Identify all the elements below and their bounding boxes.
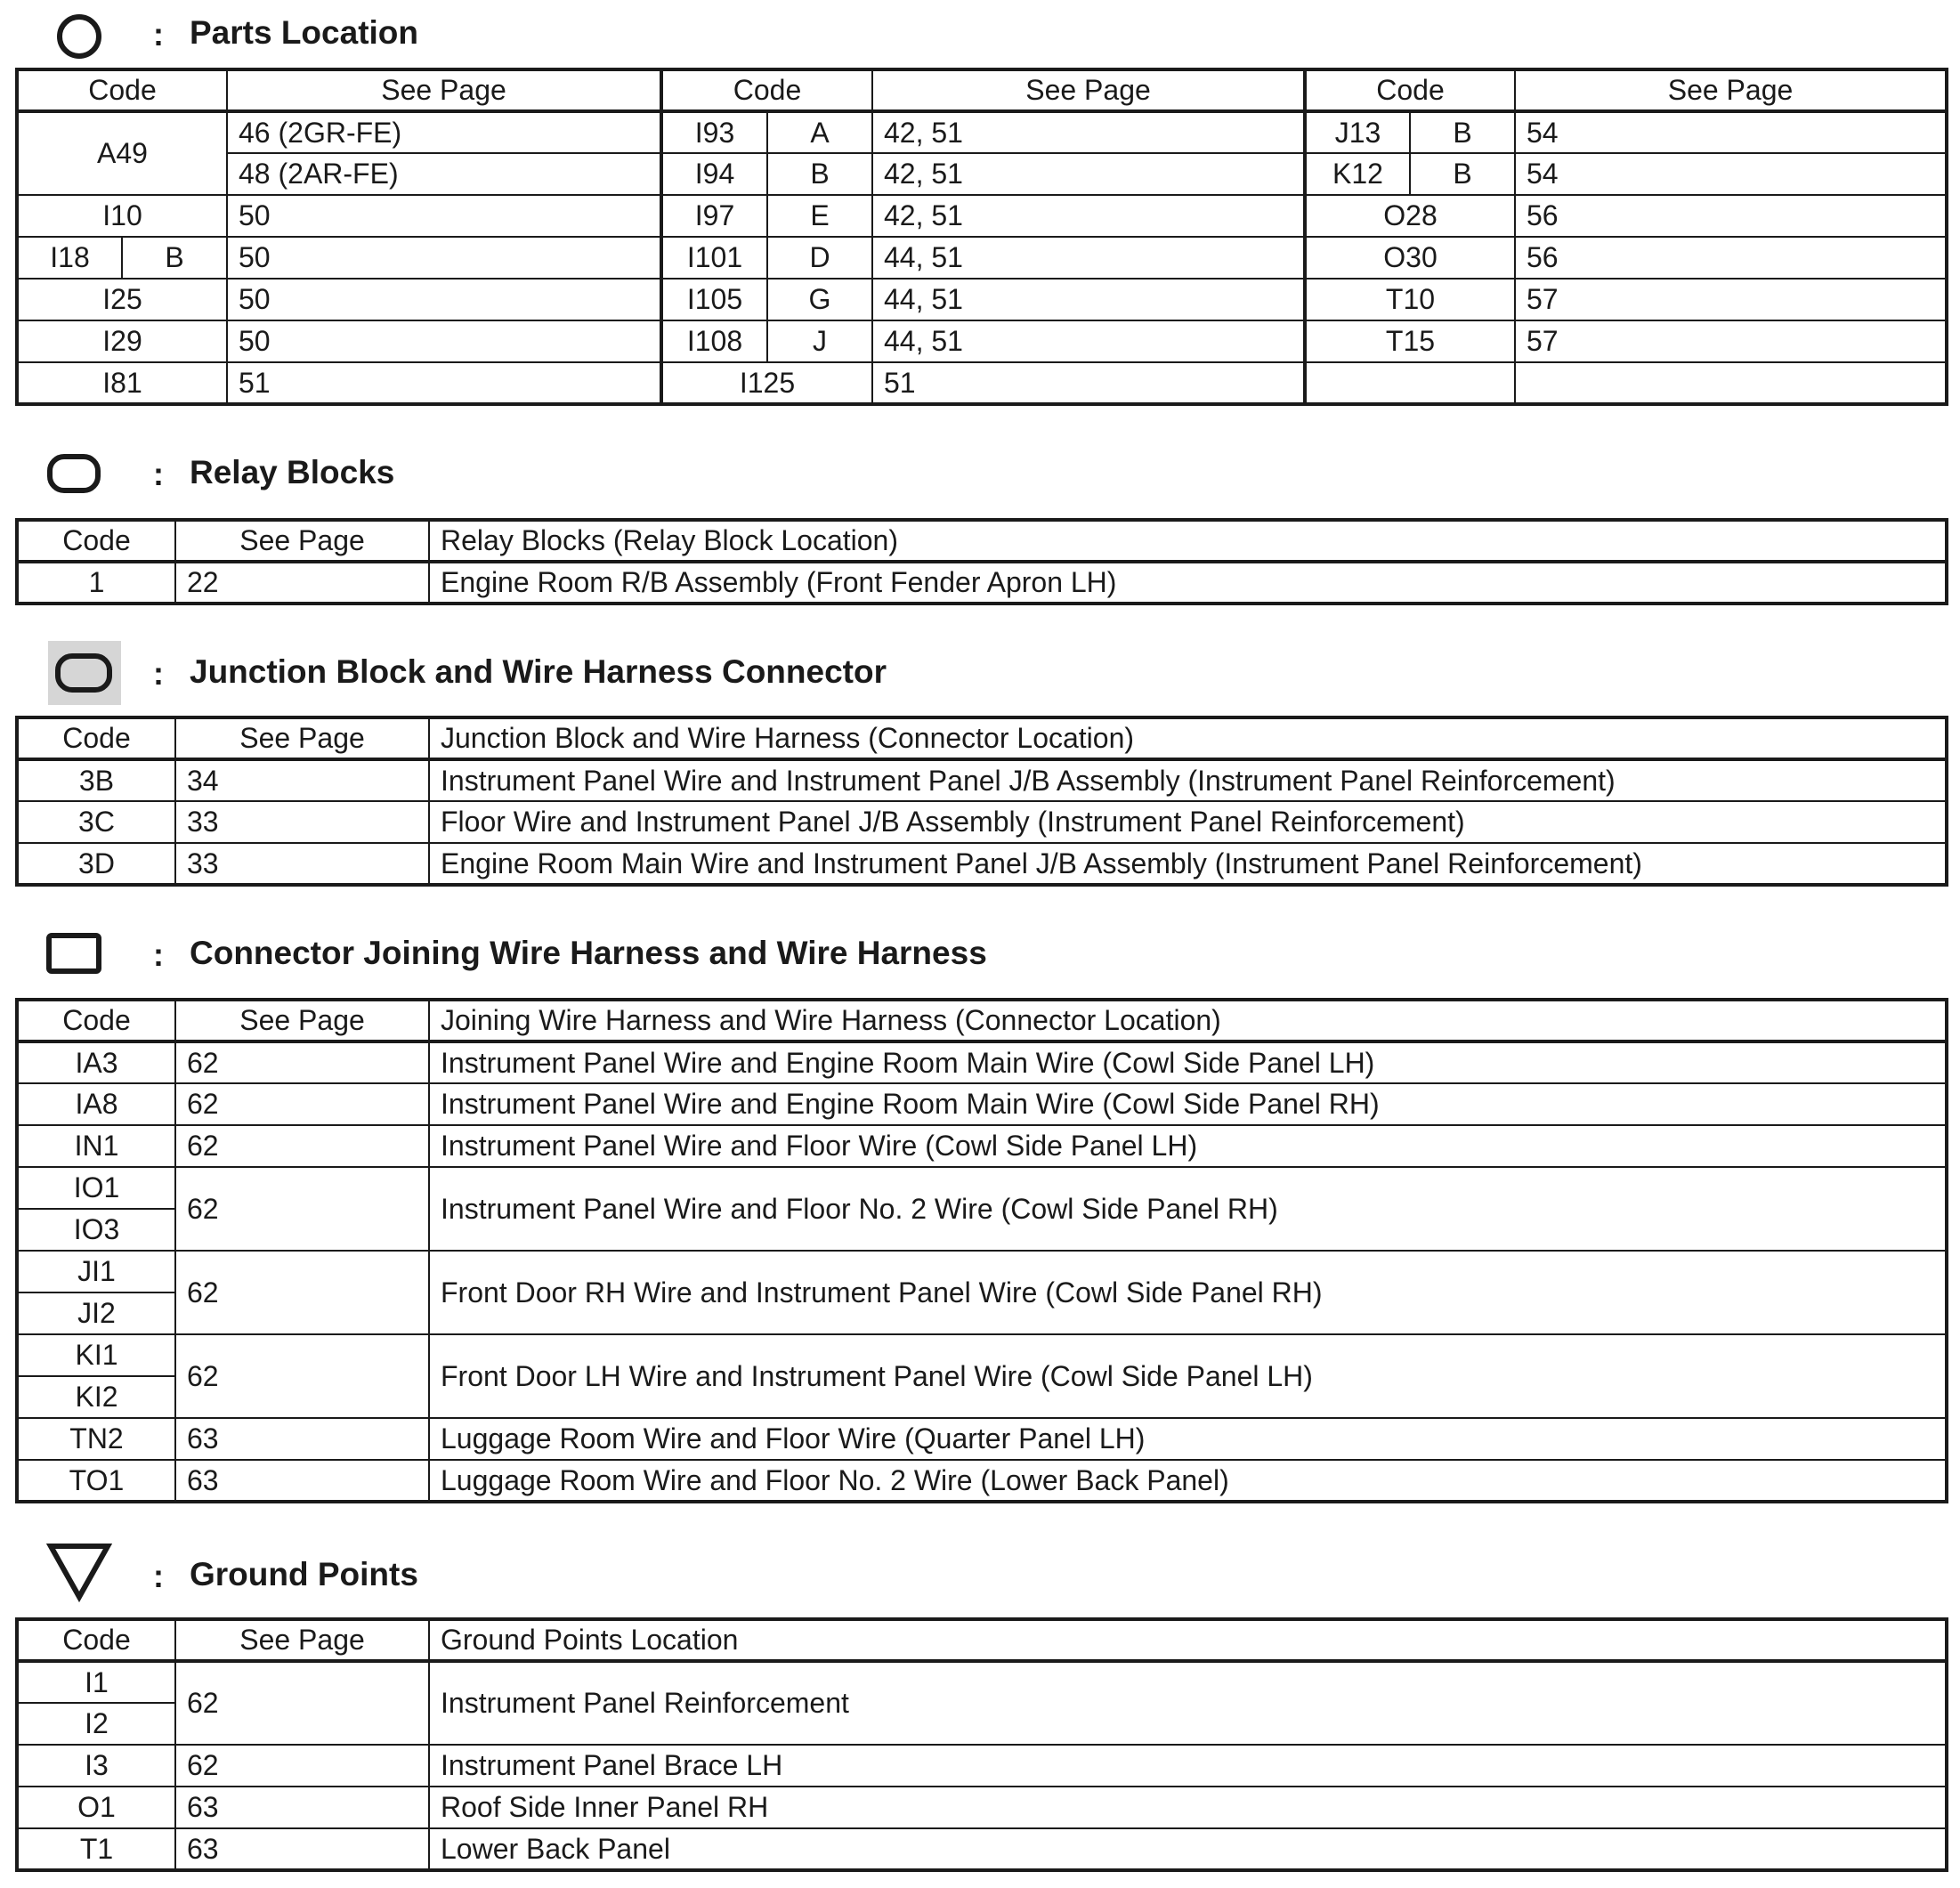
see-page-value: 56 [1515, 195, 1947, 237]
col-header-code: Code [17, 717, 175, 759]
row-code: T1 [17, 1828, 175, 1870]
see-page-value [1515, 362, 1947, 404]
section-title: Connector Joining Wire Harness and Wire Harness [190, 935, 987, 971]
location-description: Instrument Panel Wire and Floor Wire (Cowl Side Panel LH) [429, 1125, 1947, 1167]
location-description: Instrument Panel Reinforcement [429, 1661, 1947, 1745]
see-page-value: 62 [175, 1661, 429, 1745]
see-page-value: 33 [175, 801, 429, 843]
see-page-value: 50 [227, 195, 661, 237]
location-description: Lower Back Panel [429, 1828, 1947, 1870]
col-header-see-page: See Page [227, 69, 661, 111]
row-code: TO1 [17, 1460, 175, 1502]
location-description: Instrument Panel Wire and Engine Room Main Wire (Cowl Side Panel LH) [429, 1041, 1947, 1083]
part-code: I125 [661, 362, 872, 404]
see-page-value: 48 (2AR-FE) [227, 153, 661, 195]
part-code: I94 [661, 153, 767, 195]
see-page-value: 33 [175, 843, 429, 885]
row-code: 3C [17, 801, 175, 843]
part-code: I10 [17, 195, 227, 237]
col-header-see-page: See Page [175, 1619, 429, 1661]
table-row [17, 237, 1947, 279]
row-code: IO1 [17, 1167, 175, 1209]
table-header-row [17, 1619, 1947, 1661]
part-code: I81 [17, 362, 227, 404]
see-page-value: 44, 51 [872, 279, 1305, 320]
table-row [17, 153, 1947, 195]
see-page-value: 54 [1515, 111, 1947, 153]
col-header-location: Ground Points Location [429, 1619, 1947, 1661]
table-row [17, 1251, 1947, 1292]
col-header-location: Joining Wire Harness and Wire Harness (Connector Location) [429, 1000, 1947, 1041]
table-row [17, 195, 1947, 237]
see-page-value: 57 [1515, 320, 1947, 362]
part-code: I18 [17, 237, 122, 279]
table-row [17, 562, 1947, 604]
table-row [17, 320, 1947, 362]
row-code: I2 [17, 1703, 175, 1745]
part-sub-code: G [767, 279, 872, 320]
table-row [17, 1787, 1947, 1828]
part-code: J13 [1305, 111, 1410, 153]
table-row [17, 279, 1947, 320]
row-code: IO3 [17, 1209, 175, 1251]
col-header-location: Relay Blocks (Relay Block Location) [429, 520, 1947, 562]
shaded-rounded-rect-icon [48, 641, 121, 705]
see-page-value: 56 [1515, 237, 1947, 279]
section-colon: : [153, 936, 164, 973]
see-page-value: 42, 51 [872, 153, 1305, 195]
part-sub-code: A [767, 111, 872, 153]
col-header-see-page: See Page [175, 520, 429, 562]
col-header-code: Code [17, 1619, 175, 1661]
rounded-rect-icon [46, 452, 101, 497]
table-header-row [17, 717, 1947, 759]
part-code: I108 [661, 320, 767, 362]
table-row [17, 362, 1947, 404]
section-colon: : [153, 1558, 164, 1594]
row-code: KI1 [17, 1334, 175, 1376]
section-title: Junction Block and Wire Harness Connector [190, 653, 887, 690]
section-title: Parts Location [190, 14, 418, 51]
part-sub-code: B [1410, 153, 1515, 195]
row-code: KI2 [17, 1376, 175, 1418]
location-description: Front Door RH Wire and Instrument Panel Wire (Cowl Side Panel RH) [429, 1251, 1947, 1334]
see-page-value: 63 [175, 1787, 429, 1828]
see-page-value: 46 (2GR-FE) [227, 111, 661, 153]
table-header-row [17, 1000, 1947, 1041]
row-code: JI2 [17, 1292, 175, 1334]
row-code: O1 [17, 1787, 175, 1828]
row-code: 1 [17, 562, 175, 604]
see-page-value: 62 [175, 1167, 429, 1251]
table-row [17, 1460, 1947, 1502]
parts-location-table [15, 68, 1948, 406]
see-page-value: 22 [175, 562, 429, 604]
location-description: Floor Wire and Instrument Panel J/B Assembly (Instrument Panel Reinforcement) [429, 801, 1947, 843]
part-sub-code: E [767, 195, 872, 237]
see-page-value: 62 [175, 1334, 429, 1418]
see-page-value: 62 [175, 1745, 429, 1787]
location-description: Engine Room R/B Assembly (Front Fender Apron LH) [429, 562, 1947, 604]
col-header-code: Code [17, 1000, 175, 1041]
see-page-value: 51 [227, 362, 661, 404]
location-description: Roof Side Inner Panel RH [429, 1787, 1947, 1828]
see-page-value: 42, 51 [872, 111, 1305, 153]
part-code: I25 [17, 279, 227, 320]
see-page-value: 42, 51 [872, 195, 1305, 237]
see-page-value: 63 [175, 1828, 429, 1870]
part-code [1305, 362, 1515, 404]
location-description: Instrument Panel Brace LH [429, 1745, 1947, 1787]
part-code: O28 [1305, 195, 1515, 237]
section-colon: : [153, 16, 164, 53]
circle-icon [55, 12, 103, 61]
see-page-value: 50 [227, 237, 661, 279]
part-code: A49 [17, 111, 227, 195]
table-row [17, 1661, 1947, 1703]
section-title: Relay Blocks [190, 454, 395, 490]
table-row [17, 843, 1947, 885]
col-header-code: Code [661, 69, 872, 111]
col-header-code: Code [1305, 69, 1515, 111]
part-code: K12 [1305, 153, 1410, 195]
see-page-value: 62 [175, 1083, 429, 1125]
part-code: T10 [1305, 279, 1515, 320]
part-code: T15 [1305, 320, 1515, 362]
row-code: JI1 [17, 1251, 175, 1292]
col-header-location: Junction Block and Wire Harness (Connector Location) [429, 717, 1947, 759]
location-description: Instrument Panel Wire and Instrument Panel J/B Assembly (Instrument Panel Reinforcement) [429, 759, 1947, 801]
table-row [17, 1125, 1947, 1167]
row-code: IA3 [17, 1041, 175, 1083]
row-code: IA8 [17, 1083, 175, 1125]
see-page-value: 50 [227, 279, 661, 320]
table-row [17, 1167, 1947, 1209]
table-row [17, 801, 1947, 843]
row-code: 3B [17, 759, 175, 801]
see-page-value: 62 [175, 1041, 429, 1083]
junction-block-table [15, 716, 1948, 887]
see-page-value: 44, 51 [872, 320, 1305, 362]
see-page-value: 63 [175, 1460, 429, 1502]
table-row [17, 1418, 1947, 1460]
relay-blocks-table [15, 518, 1948, 605]
part-code: I29 [17, 320, 227, 362]
parts-location-header [0, 0, 1960, 71]
see-page-value: 44, 51 [872, 237, 1305, 279]
row-code: 3D [17, 843, 175, 885]
part-sub-code: B [767, 153, 872, 195]
row-code: TN2 [17, 1418, 175, 1460]
table-header-row [17, 69, 1947, 111]
connector-joining-table [15, 998, 1948, 1503]
table-row [17, 759, 1947, 801]
part-sub-code: J [767, 320, 872, 362]
table-row [17, 111, 1947, 153]
col-header-code: Code [17, 520, 175, 562]
location-description: Luggage Room Wire and Floor Wire (Quarter Panel LH) [429, 1418, 1947, 1460]
part-sub-code: B [122, 237, 227, 279]
location-description: Engine Room Main Wire and Instrument Panel J/B Assembly (Instrument Panel Reinforcement) [429, 843, 1947, 885]
part-code: I105 [661, 279, 767, 320]
connector-joining-header [0, 920, 1960, 992]
part-code: O30 [1305, 237, 1515, 279]
part-code: I101 [661, 237, 767, 279]
table-row [17, 1083, 1947, 1125]
junction-block-header [0, 637, 1960, 709]
ground-points-header [0, 1540, 1960, 1611]
location-description: Instrument Panel Wire and Engine Room Main Wire (Cowl Side Panel RH) [429, 1083, 1947, 1125]
see-page-value: 62 [175, 1125, 429, 1167]
see-page-value: 54 [1515, 153, 1947, 195]
part-code: I93 [661, 111, 767, 153]
ground-points-table [15, 1617, 1948, 1872]
see-page-value: 57 [1515, 279, 1947, 320]
row-code: I3 [17, 1745, 175, 1787]
part-sub-code: D [767, 237, 872, 279]
table-row [17, 1041, 1947, 1083]
col-header-see-page: See Page [872, 69, 1305, 111]
col-header-see-page: See Page [175, 717, 429, 759]
relay-blocks-header [0, 442, 1960, 513]
part-code: I97 [661, 195, 767, 237]
see-page-value: 63 [175, 1418, 429, 1460]
see-page-value: 62 [175, 1251, 429, 1334]
col-header-see-page: See Page [175, 1000, 429, 1041]
table-row [17, 1745, 1947, 1787]
location-description: Luggage Room Wire and Floor No. 2 Wire (Lower Back Panel) [429, 1460, 1947, 1502]
col-header-code: Code [17, 69, 227, 111]
section-colon: : [153, 456, 164, 492]
ground-triangle-icon [46, 1540, 112, 1602]
see-page-value: 50 [227, 320, 661, 362]
table-row [17, 1334, 1947, 1376]
part-sub-code: B [1410, 111, 1515, 153]
square-icon [46, 933, 103, 979]
table-row [17, 1828, 1947, 1870]
row-code: IN1 [17, 1125, 175, 1167]
location-description: Instrument Panel Wire and Floor No. 2 Wire (Cowl Side Panel RH) [429, 1167, 1947, 1251]
location-description: Front Door LH Wire and Instrument Panel Wire (Cowl Side Panel LH) [429, 1334, 1947, 1418]
see-page-value: 34 [175, 759, 429, 801]
see-page-value: 51 [872, 362, 1305, 404]
section-colon: : [153, 655, 164, 692]
table-header-row [17, 520, 1947, 562]
row-code: I1 [17, 1661, 175, 1703]
col-header-see-page: See Page [1515, 69, 1947, 111]
section-title: Ground Points [190, 1556, 418, 1592]
